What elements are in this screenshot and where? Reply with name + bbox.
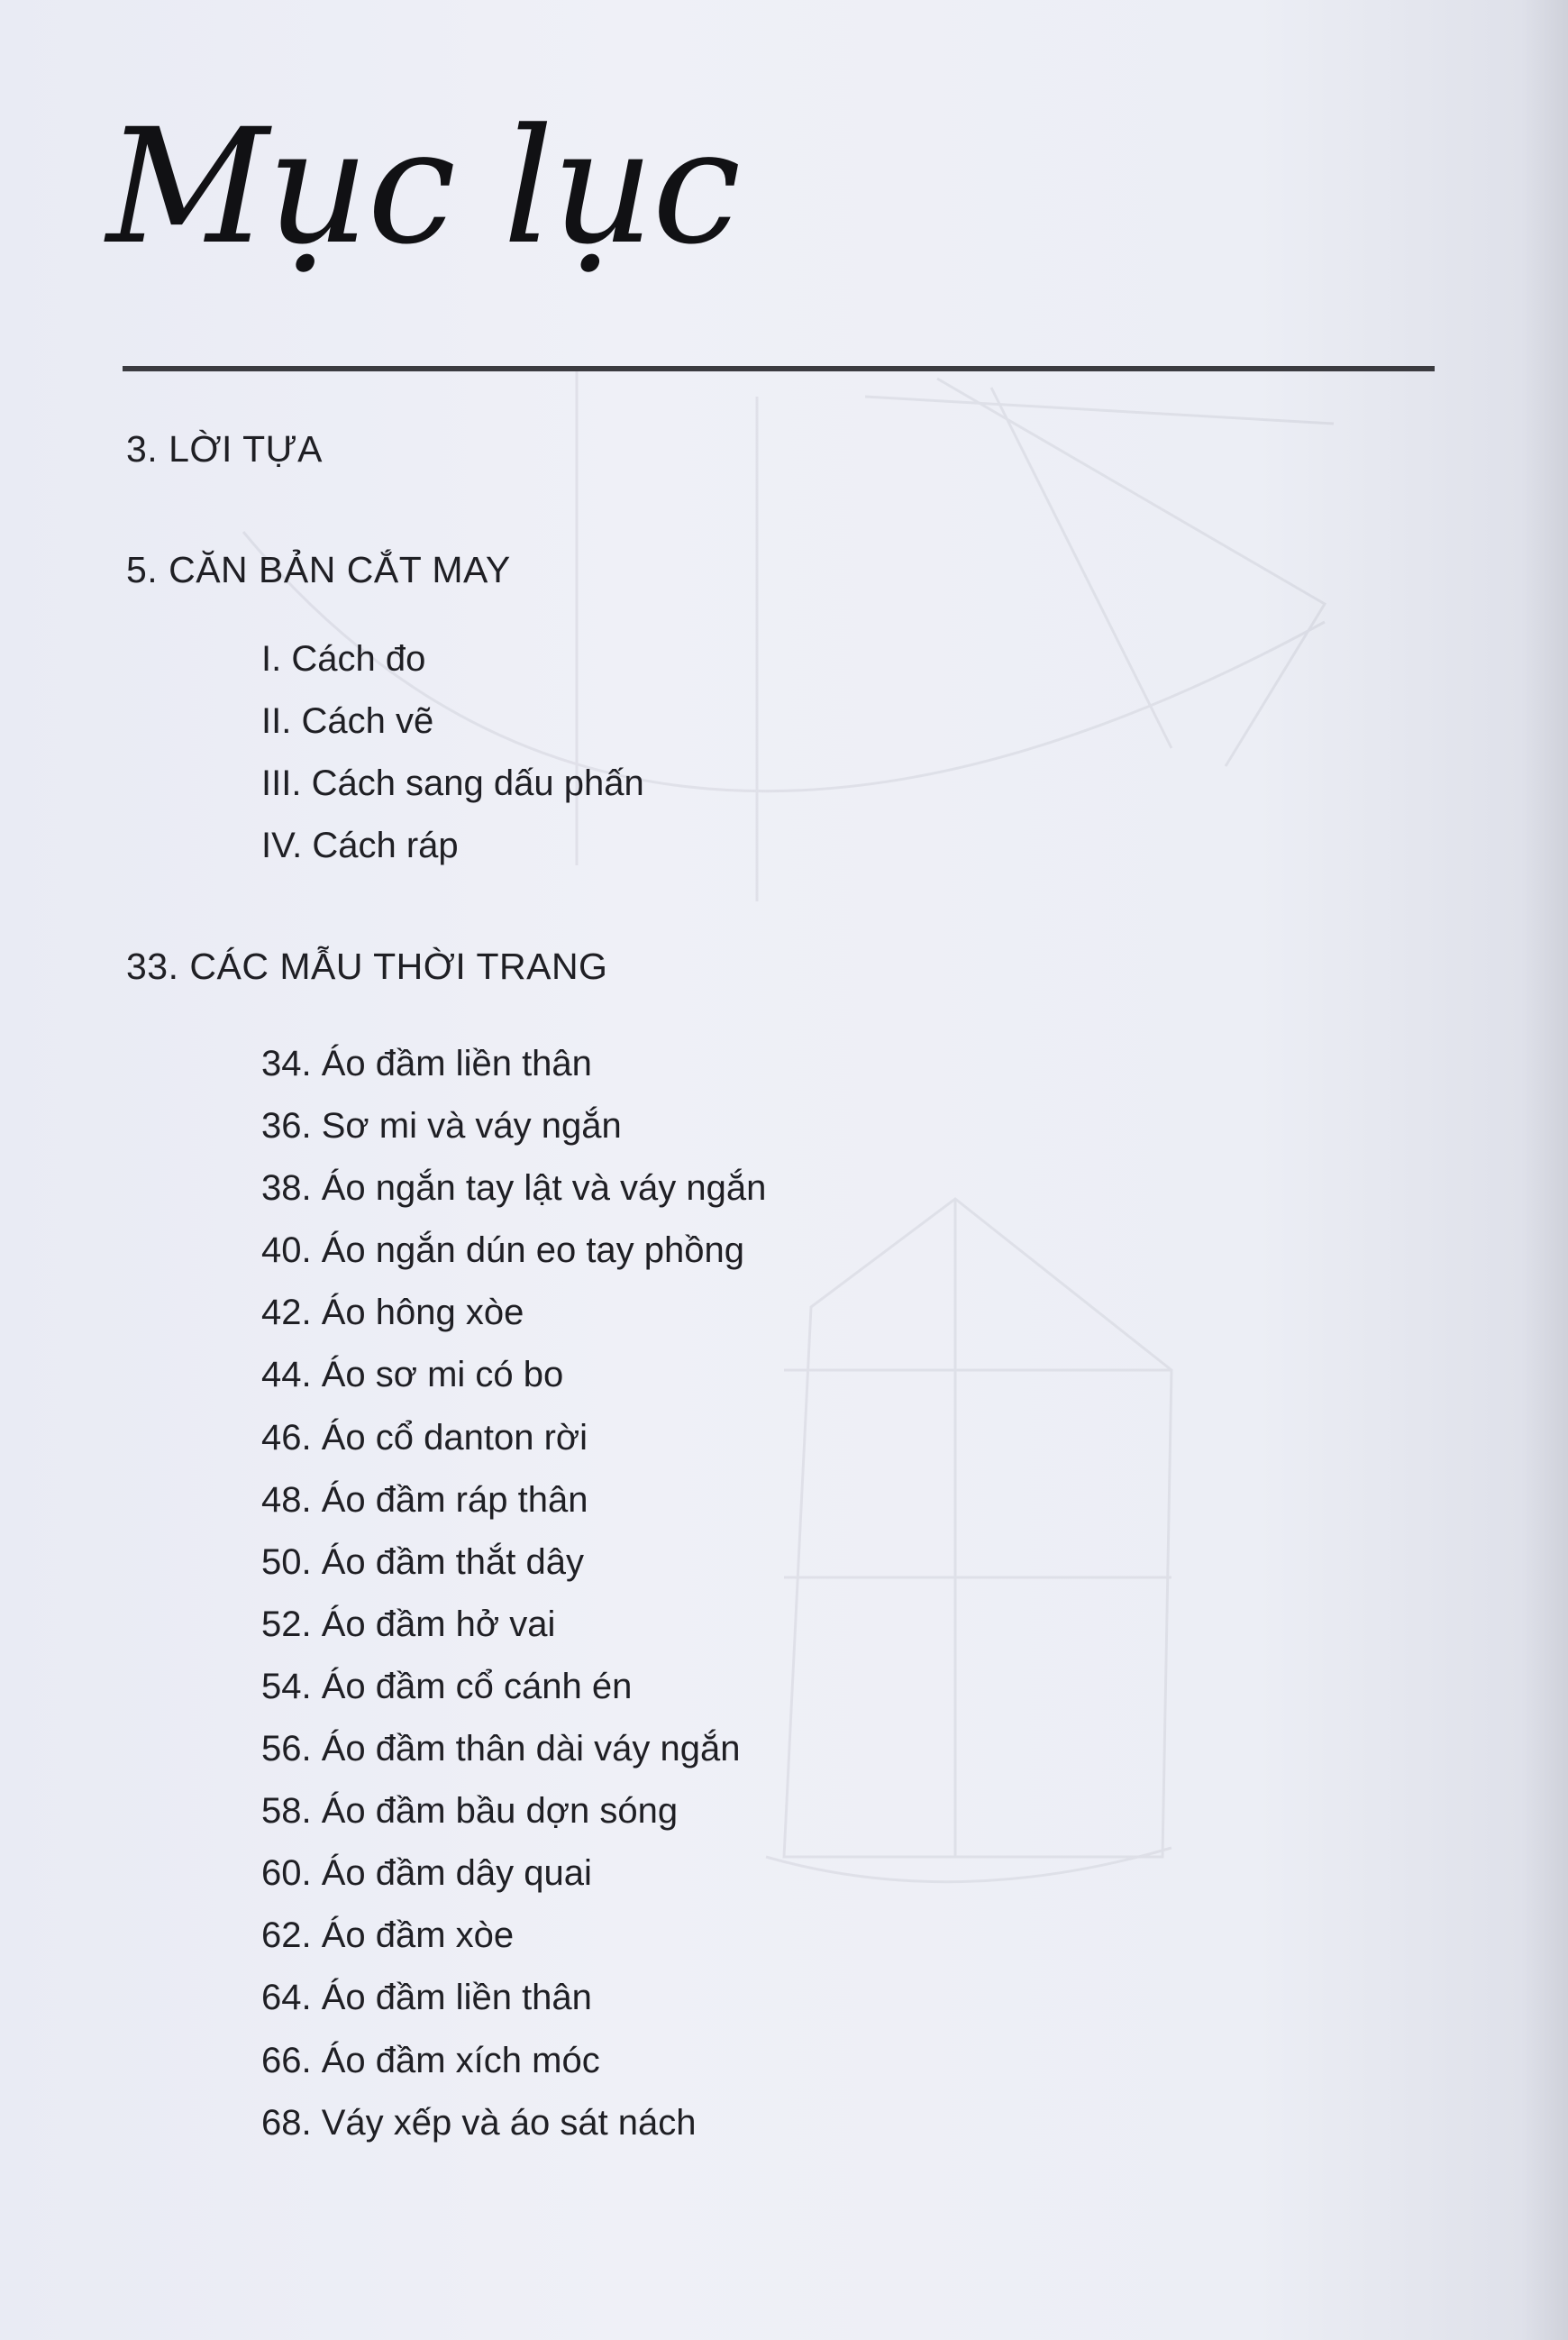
list-item: 44. Áo sơ mi có bo xyxy=(261,1355,564,1395)
list-item: 60. Áo đầm dây quai xyxy=(261,1853,592,1894)
list-item: IV. Cách ráp xyxy=(261,826,459,865)
list-item: 58. Áo đầm bầu dợn sóng xyxy=(261,1791,679,1832)
title-underline xyxy=(123,366,1435,371)
list-item: 62. Áo đầm xòe xyxy=(261,1915,515,1956)
list-item: II. Cách vẽ xyxy=(261,701,434,741)
list-item: 52. Áo đầm hở vai xyxy=(261,1604,556,1644)
list-item: 68. Váy xếp và áo sát nách xyxy=(261,2102,697,2143)
list-item: I. Cách đo xyxy=(261,639,426,679)
section-title-basics: 5. CĂN BẢN CẮT MAY xyxy=(126,549,511,590)
list-item: 42. Áo hông xòe xyxy=(261,1293,524,1333)
list-item: III. Cách sang dấu phấn xyxy=(261,763,644,803)
section-title-preface: 3. LỜI TỰA xyxy=(126,428,323,470)
list-item: 64. Áo đầm liền thân xyxy=(261,1978,592,2018)
list-item: 48. Áo đầm ráp thân xyxy=(261,1479,588,1520)
list-item: 34. Áo đầm liền thân xyxy=(261,1044,592,1083)
list-item: 36. Sơ mi và váy ngắn xyxy=(261,1106,622,1147)
list-item: 40. Áo ngắn dún eo tay phồng xyxy=(261,1230,745,1271)
fashion-models-list xyxy=(261,1033,766,2154)
list-item: 56. Áo đầm thân dài váy ngắn xyxy=(261,1729,741,1769)
page-title: Mục lục xyxy=(106,95,740,279)
list-item: 50. Áo đầm thắt dây xyxy=(261,1541,585,1582)
list-item: 38. Áo ngắn tay lật và váy ngắn xyxy=(261,1168,767,1209)
section-title-fashion-models: 33. CÁC MẪU THỜI TRANG xyxy=(126,946,608,987)
basics-items-list xyxy=(261,628,644,877)
list-item: 66. Áo đầm xích móc xyxy=(261,2040,600,2080)
list-item: 54. Áo đầm cổ cánh én xyxy=(261,1666,633,1706)
list-item: 46. Áo cổ danton rời xyxy=(261,1417,588,1458)
